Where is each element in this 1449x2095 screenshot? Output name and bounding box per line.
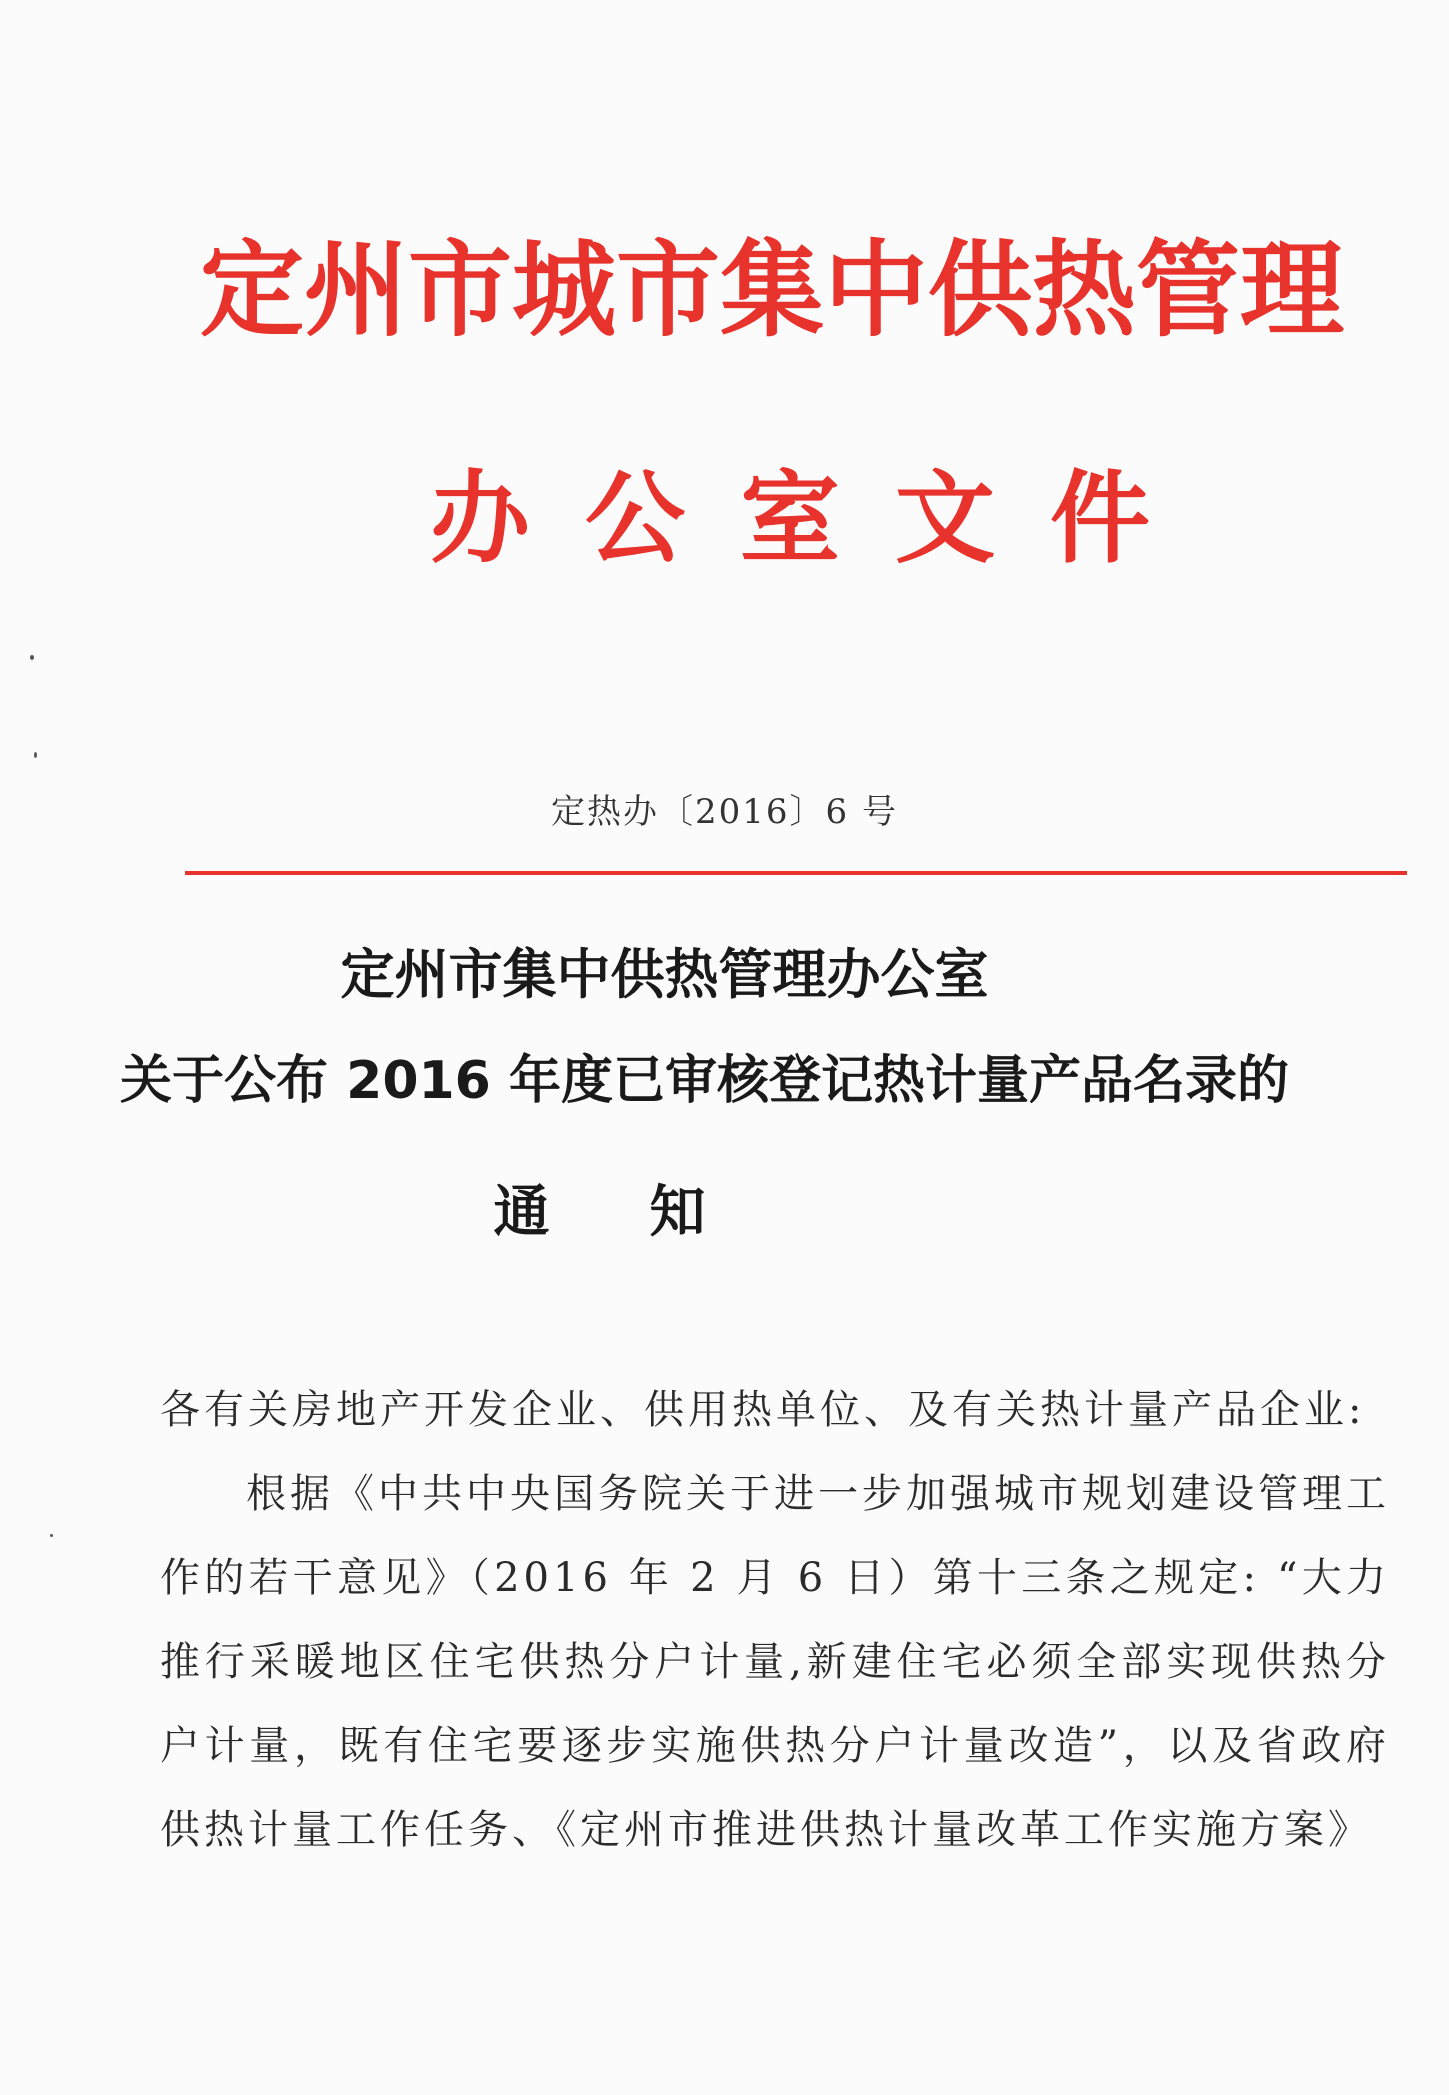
red-divider-rule [185, 871, 1407, 875]
salutation: 各有关房地产开发企业、供用热单位、及有关热计量产品企业: [160, 1387, 1366, 1433]
issuer-header-line1: 定州市城市集中供热管理 [200, 228, 1345, 351]
body-paragraph: 根据《中共中央国务院关于进一步加强城市规划建设管理工作的若干意见》（2016 年 2 月 6 日）第十三条之规定: “大力推行采暖地区住宅供热分户计量,新建住宅必须全部实现供热分户计量，既有住宅要逐步实施供热分户计量改造”，以及省政府供热计量工作任务、《定州市推进供热计量改革工作实施方案》 [160, 1471, 1390, 1853]
notice-title-line2: 关于公布 2016 年度已审核登记热计量产品名录的 [120, 1051, 1289, 1111]
notice-title-line3: 通知 [493, 1180, 806, 1245]
issuer-header-line2: 办公室文件 [430, 459, 1205, 577]
document-number: 定热办〔2016〕6 号 [551, 792, 898, 832]
notice-title-line1: 定州市集中供热管理办公室 [340, 943, 989, 1006]
notice-body [160, 1368, 1390, 1872]
